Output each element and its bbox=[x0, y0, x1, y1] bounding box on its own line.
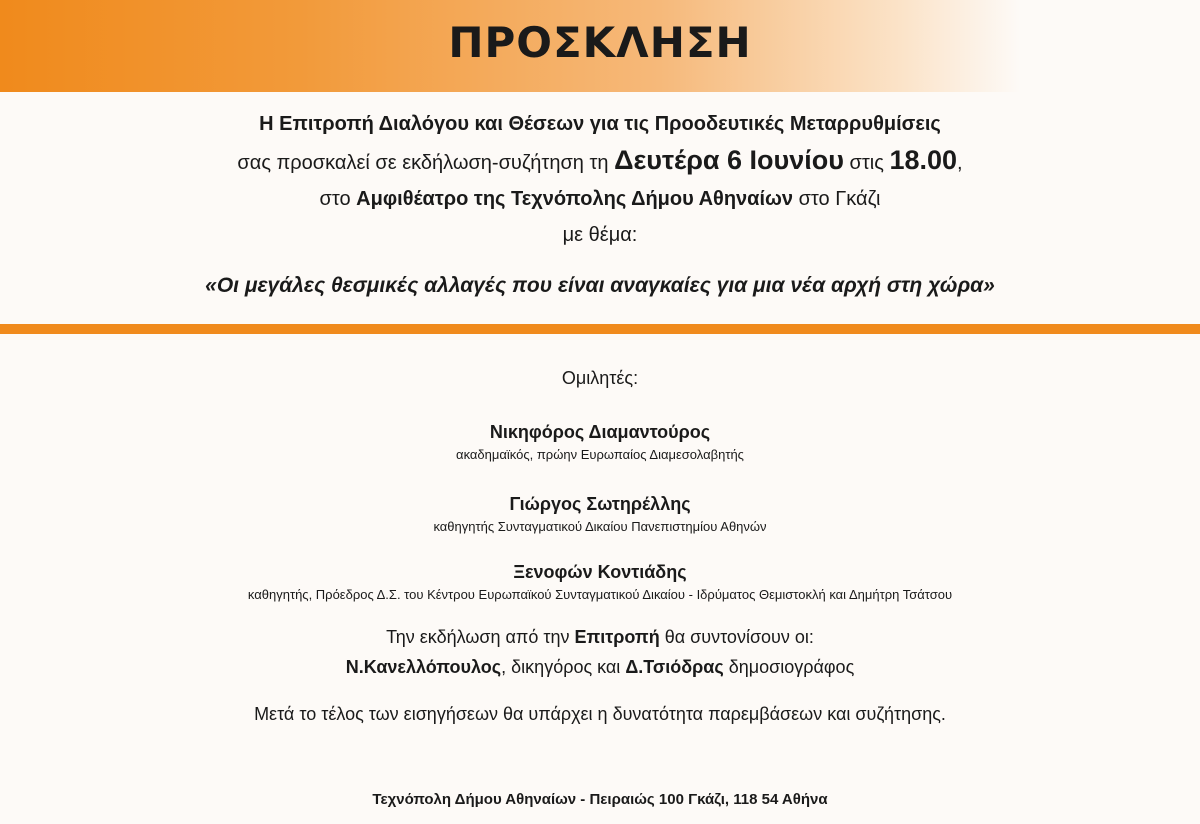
speaker-item bbox=[0, 492, 1200, 538]
date-line bbox=[0, 142, 1200, 181]
moderator-role: , δικηγόρος και bbox=[501, 657, 626, 677]
moderator-role: δημοσιογράφος bbox=[723, 657, 855, 677]
time-suffix: , bbox=[957, 152, 963, 174]
venue-suffix: στο Γκάζι bbox=[793, 188, 881, 210]
invite-text: σας προσκαλεί σε εκδήλωση-συζήτηση τη bbox=[237, 152, 615, 174]
moderator-name: Δ.Τσιόδρας bbox=[625, 657, 724, 677]
committee-name: Η Επιτροπή Διαλόγου και Θέσεων για τις Προοδευτικές Μεταρρυθμίσεις bbox=[259, 113, 941, 135]
event-topic: «Οι μεγάλες θεσμικές αλλαγές που είναι αναγκαίες για μια νέα αρχή στη χώρα» bbox=[205, 274, 995, 297]
intro-block bbox=[0, 106, 1200, 253]
speaker-item bbox=[0, 420, 1200, 466]
subject-label: με θέμα: bbox=[562, 224, 638, 246]
venue-prefix: στο bbox=[319, 188, 357, 210]
committee-line bbox=[0, 106, 1200, 142]
speaker-name: Γιώργος Σωτηρέλλης bbox=[509, 494, 691, 514]
speaker-role: καθηγητής, Πρόεδρος Δ.Σ. του Κέντρου Ευρωπαϊκού Συνταγματικού Δικαίου - Ιδρύματος Θεμιστοκλή και Δημήτρη Τσάτσου bbox=[247, 587, 953, 602]
speaker-name: Ξενοφών Κοντιάδης bbox=[513, 562, 687, 582]
moderators-line bbox=[0, 652, 1200, 682]
speaker-role: ακαδημαϊκός, πρώην Ευρωπαίος Διαμεσολαβητής bbox=[456, 447, 744, 462]
speakers-label: Ομιλητές: bbox=[561, 368, 639, 388]
divider-bar bbox=[0, 324, 1200, 334]
time-prefix: στις bbox=[843, 152, 890, 174]
event-time: 18.00 bbox=[889, 145, 958, 175]
invitation-title: ΠΡΟΣΚΛΗΣΗ bbox=[448, 18, 752, 67]
speaker-item bbox=[0, 560, 1200, 606]
moderation-line bbox=[0, 622, 1200, 652]
header-banner bbox=[0, 0, 1200, 92]
moderation-block bbox=[0, 622, 1200, 682]
moderation-suffix: θα συντονίσουν οι: bbox=[659, 627, 814, 647]
venue-line bbox=[0, 181, 1200, 217]
speaker-name: Νικηφόρος Διαμαντούρος bbox=[489, 422, 711, 442]
event-date: Δευτέρα 6 Ιουνίου bbox=[614, 145, 844, 175]
moderation-committee: Επιτροπή bbox=[574, 627, 660, 647]
moderator-name: Ν.Κανελλόπουλος bbox=[345, 657, 502, 677]
venue-name: Αμφιθέατρο της Τεχνόπολης Δήμου Αθηναίων bbox=[356, 188, 794, 210]
speaker-role: καθηγητής Συνταγματικού Δικαίου Πανεπιστημίου Αθηνών bbox=[433, 519, 767, 534]
closing-note: Μετά το τέλος των εισηγήσεων θα υπάρχει η δυνατότητα παρεμβάσεων και συζήτησης. bbox=[254, 704, 946, 724]
footer-address: Τεχνόπολη Δήμου Αθηναίων - Πειραιώς 100 Γκάζι, 118 54 Αθήνα bbox=[372, 791, 828, 808]
moderation-prefix: Την εκδήλωση από την bbox=[386, 627, 575, 647]
